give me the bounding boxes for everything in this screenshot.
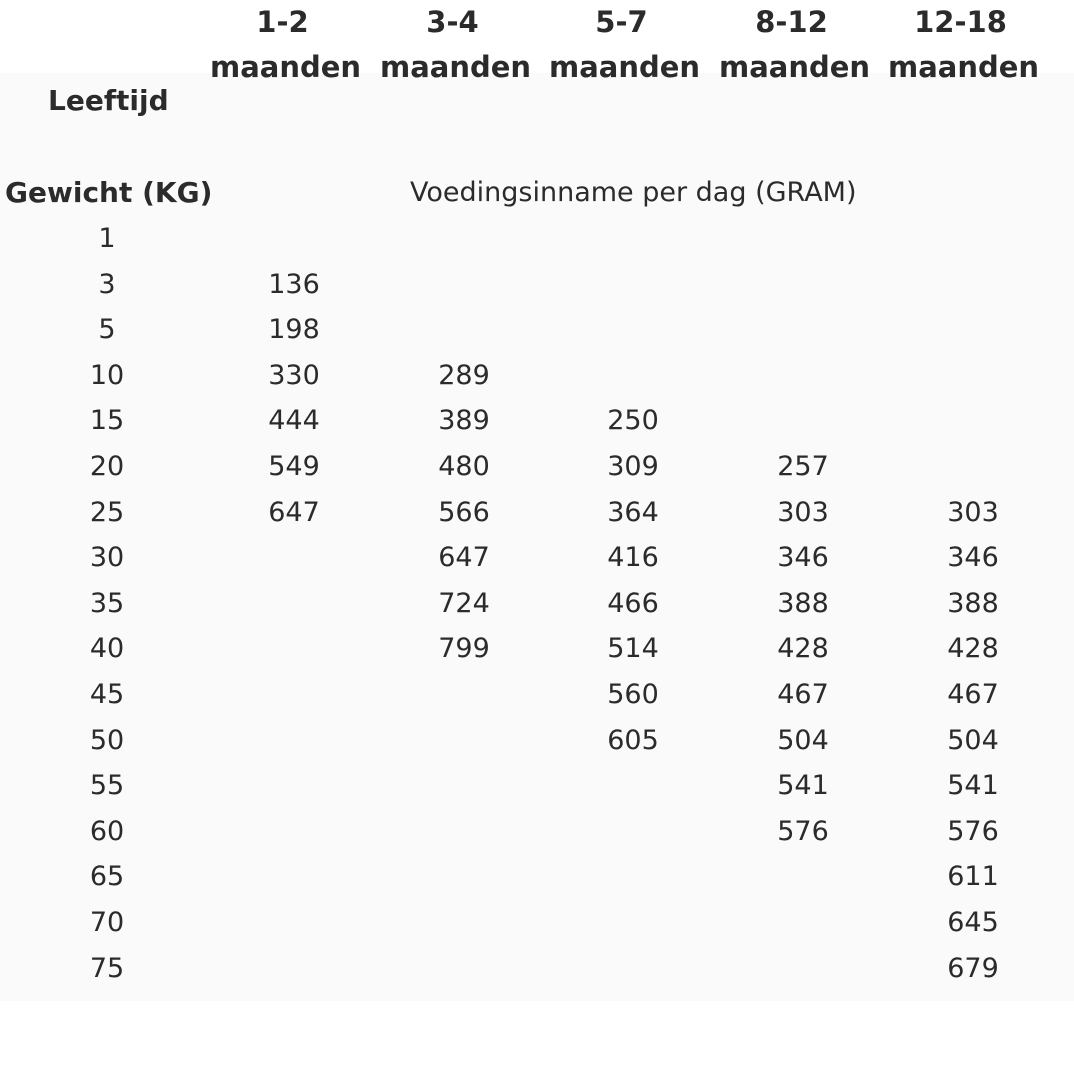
intake-cell: 303	[947, 496, 999, 528]
intake-cell: 346	[777, 542, 829, 574]
age-group-header	[888, 0, 1040, 90]
table-row	[0, 357, 1074, 403]
table-row	[0, 676, 1074, 722]
intake-cell: 389	[438, 405, 490, 437]
age-group-unit: maanden	[380, 50, 532, 84]
weight-cell: 30	[89, 542, 125, 574]
intake-cell: 388	[777, 587, 829, 619]
intake-cell: 647	[438, 542, 490, 574]
intake-cell: 428	[777, 633, 829, 665]
weight-cell: 15	[89, 405, 125, 437]
intake-cell: 514	[607, 633, 659, 665]
intake-cell: 504	[947, 724, 999, 756]
table-row	[0, 950, 1074, 996]
age-group-header	[380, 0, 532, 90]
age-group-header	[210, 0, 362, 90]
age-group-range: 1-2	[256, 5, 309, 39]
age-group-range: 3-4	[426, 5, 479, 39]
age-group-range: 8-12	[755, 5, 828, 39]
age-group-unit: maanden	[719, 50, 871, 84]
weight-cell: 1	[98, 223, 116, 254]
age-group-unit: maanden	[210, 50, 362, 84]
intake-cell: 346	[947, 542, 999, 574]
intake-cell: 724	[438, 587, 490, 619]
intake-cell: 541	[947, 770, 999, 802]
table-row	[0, 539, 1074, 585]
intake-cell: 576	[777, 815, 829, 847]
intake-cell: 504	[777, 724, 829, 756]
table-row	[0, 220, 1074, 266]
intake-cell: 136	[268, 268, 320, 300]
weight-cell: 10	[89, 359, 125, 391]
weight-cell: 50	[89, 724, 125, 756]
table-row	[0, 722, 1074, 768]
weight-cell: 5	[98, 314, 116, 346]
age-group-unit: maanden	[549, 50, 701, 84]
age-group-unit: maanden	[888, 50, 1040, 84]
intake-cell: 198	[268, 314, 320, 346]
weight-cell: 70	[89, 906, 125, 938]
intake-cell: 647	[268, 496, 320, 528]
intake-cell: 303	[777, 496, 829, 528]
age-label: Leeftijd	[48, 84, 169, 117]
intake-cell: 467	[777, 678, 829, 710]
weight-cell: 45	[89, 678, 125, 710]
weight-cell: 20	[89, 450, 125, 482]
intake-cell: 541	[777, 770, 829, 802]
table-row	[0, 813, 1074, 859]
intake-cell: 364	[607, 496, 659, 528]
intake-cell: 416	[607, 542, 659, 574]
table-row	[0, 585, 1074, 631]
table-row	[0, 311, 1074, 357]
age-group-header	[719, 0, 871, 90]
weight-label: Gewicht (KG)	[5, 176, 213, 209]
table-row	[0, 858, 1074, 904]
intake-cell: 560	[607, 678, 659, 710]
age-group-range: 12-18	[914, 5, 1007, 39]
intake-cell: 388	[947, 587, 999, 619]
table-row	[0, 448, 1074, 494]
table-row	[0, 494, 1074, 540]
intake-cell: 466	[607, 587, 659, 619]
weight-cell: 65	[89, 861, 125, 893]
weight-cell: 3	[98, 268, 116, 300]
weight-cell: 55	[89, 770, 125, 802]
intake-cell: 799	[438, 633, 490, 665]
intake-cell: 467	[947, 678, 999, 710]
intake-cell: 309	[607, 450, 659, 482]
age-group-header	[549, 0, 701, 90]
intake-cell: 257	[777, 450, 829, 482]
intake-cell: 428	[947, 633, 999, 665]
table-row	[0, 630, 1074, 676]
table-row	[0, 767, 1074, 813]
intake-cell: 566	[438, 496, 490, 528]
intake-label: Voedingsinname per dag (GRAM)	[410, 177, 857, 208]
intake-cell: 576	[947, 815, 999, 847]
table-row	[0, 402, 1074, 448]
weight-cell: 60	[89, 815, 125, 847]
weight-cell: 40	[89, 633, 125, 665]
age-group-range: 5-7	[595, 5, 648, 39]
intake-cell: 611	[947, 861, 999, 893]
intake-cell: 679	[947, 952, 999, 984]
weight-cell: 35	[89, 587, 125, 619]
weight-cell: 75	[89, 952, 125, 984]
table-body	[0, 220, 1074, 995]
intake-cell: 645	[947, 906, 999, 938]
intake-cell: 444	[268, 405, 320, 437]
intake-cell: 549	[268, 450, 320, 482]
intake-cell: 330	[268, 359, 320, 391]
intake-cell: 480	[438, 450, 490, 482]
table-row	[0, 904, 1074, 950]
intake-cell: 605	[607, 724, 659, 756]
intake-cell: 250	[607, 405, 659, 437]
table-row	[0, 266, 1074, 312]
intake-cell: 289	[438, 359, 490, 391]
weight-cell: 25	[89, 496, 125, 528]
